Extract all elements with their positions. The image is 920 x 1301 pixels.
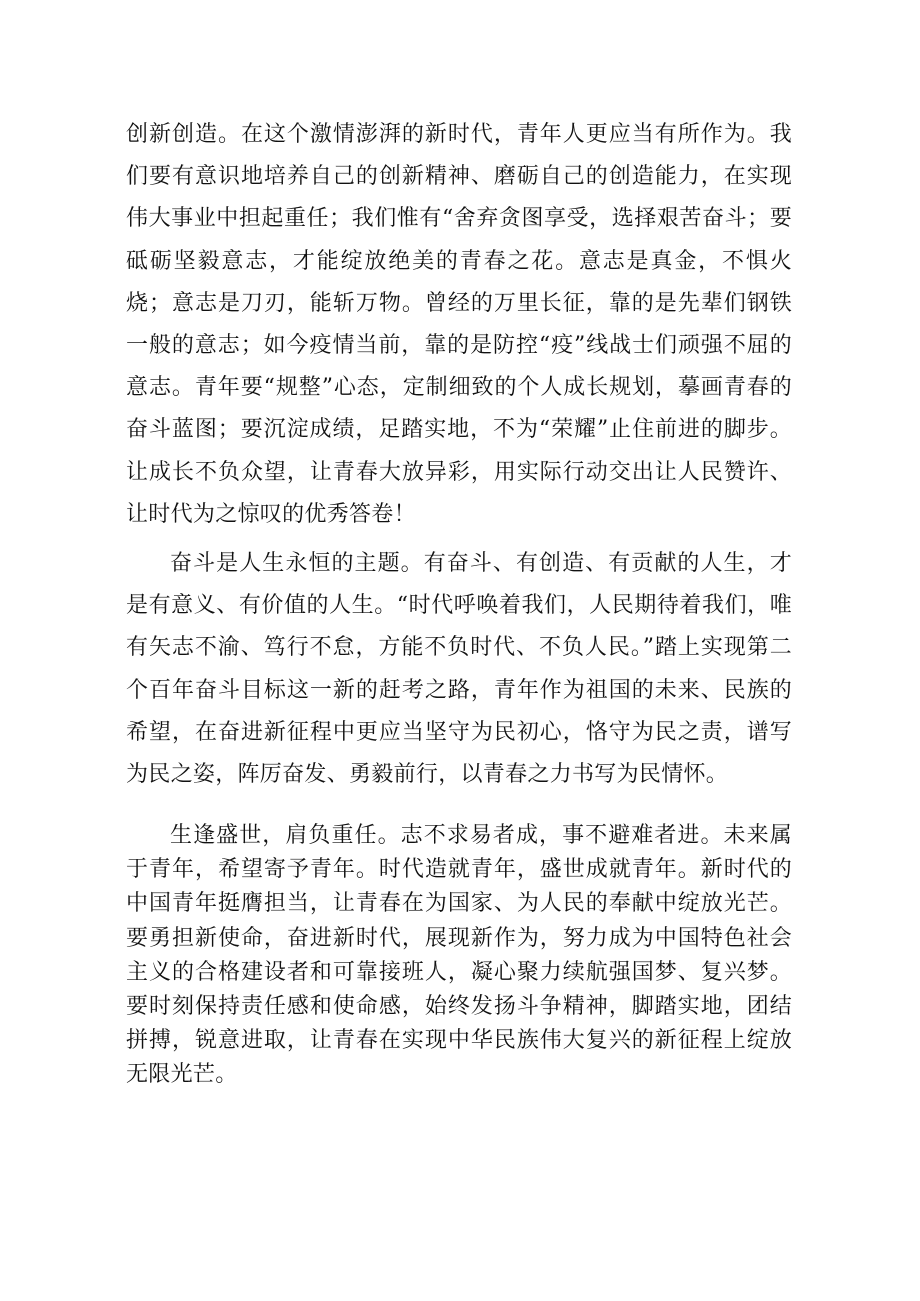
paragraph-prosperous-era: 生逢盛世，肩负重任。志不求易者成，事不避难者进。未来属于青年，希望寄予青年。时代造就青年，盛世成就青年。新时代的中国青年挺膺担当，让青春在为国家、为人民的奉献中绽放光芒。要勇担新使命，奋进新时代，展现新作为，努力成为中国特色社会主义的合格建设者和可靠接班人，凝心聚力续航强国梦、复兴梦。要时刻保持责任感和使命感，始终发扬斗争精神，脚踏实地，团结拼搏，锐意进取，让青春在实现中华民族伟大复兴的新征程上绽放无限光芒。 — [126, 823, 792, 1088]
paragraph-struggle: 奋斗是人生永恒的主题。有奋斗、有创造、有贡献的人生，才是有意义、有价值的人生。“时代呼唤着我们，人民期待着我们，唯有矢志不渝、笃行不怠，方能不负时代、不负人民。”踏上实现第二个百年奋斗目标这一新的赶考之路，青年作为祖国的未来、民族的希望，在奋进新征程中更应当坚守为民初心，恪守为民之责，谱写为民之姿，阵厉奋发、勇毅前行，以青春之力书写为民情怀。 — [126, 551, 792, 788]
paragraph-innovation: 创新创造。在这个激情澎湃的新时代，青年人更应当有所作为。我们要有意识地培养自己的创新精神、磨砺自己的创造能力，在实现伟大事业中担起重任；我们惟有“舍弃贪图享受，选择艰苦奋斗；要砥砺坚毅意志，才能绽放绝美的青春之花。意志是真金，不惧火烧；意志是刀刃，能斩万物。曾经的万里长征，靠的是先辈们钢铁一般的意志；如今疫情当前，靠的是防控“疫”线战士们顽强不屈的意志。青年要“规整”心态，定制细致的个人成长规划，摹画青春的奋斗蓝图；要沉淀成绩，足踏实地，不为“荣耀”止住前进的脚步。让成长不负众望，让青春大放异彩，用实际行动交出让人民赞许、让时代为之惊叹的优秀答卷！ — [126, 122, 792, 527]
